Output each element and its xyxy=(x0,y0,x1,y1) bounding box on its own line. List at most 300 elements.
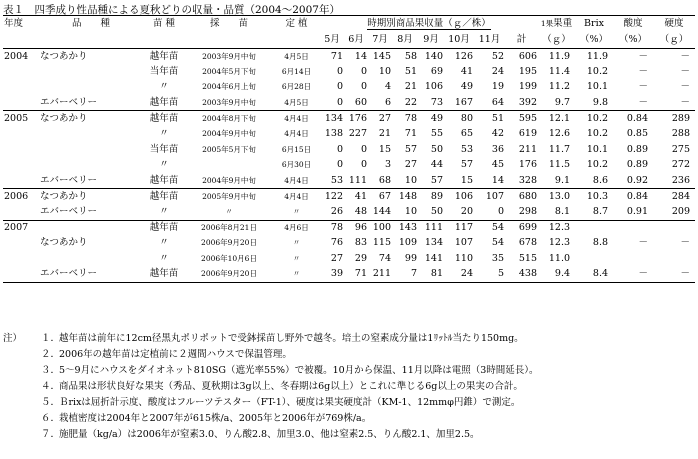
cell-brix: 10.1 xyxy=(586,81,609,93)
cell-monthly-yield: 10 xyxy=(392,204,418,220)
cell-total: 515 xyxy=(518,253,538,265)
cell-variety: エバーベリー xyxy=(39,204,143,220)
cell-monthly-yield: 115 xyxy=(372,237,391,249)
cell-monthly-yield: 24 xyxy=(491,65,504,77)
header-weight: 1果果重 xyxy=(538,16,575,33)
cell-fruit-weight: 11.0 xyxy=(548,253,571,265)
cell-seedling: 当年苗 xyxy=(149,143,179,155)
cell-monthly-yield: 83 xyxy=(354,237,367,249)
note-text: 2006年の越年苗は定植前に２週間ハウスで保温管理。 xyxy=(59,349,292,360)
header-month-jun: 6月 xyxy=(344,33,368,49)
cell-brix: 10.2 xyxy=(586,112,609,124)
cell-monthly-yield: 99 xyxy=(404,253,417,265)
cell-variety: なつあかり xyxy=(40,237,88,249)
cell-total: 392 xyxy=(505,95,538,111)
cell-monthly-yield: 140 xyxy=(424,50,443,62)
header-brix: Brix xyxy=(575,16,613,33)
cell-fruit-weight: 11.5 xyxy=(548,159,571,171)
cell-fruit-weight: 9.7 xyxy=(538,95,575,111)
cell-monthly-yield: 65 xyxy=(460,128,473,140)
cell-planting-date: 4月4日 xyxy=(284,113,309,123)
note-item xyxy=(3,331,695,347)
header-month-aug: 8月 xyxy=(392,33,418,49)
cell-monthly-yield: 50 xyxy=(418,204,444,220)
note-number: ７． xyxy=(41,429,61,440)
cell-acidity: 0.89 xyxy=(626,159,649,171)
cell-year xyxy=(3,236,39,252)
cell-brix: 8.6 xyxy=(575,173,613,189)
cell-monthly-yield: 26 xyxy=(320,204,344,220)
cell-harvest-date: 2004年8月下旬 xyxy=(202,113,256,123)
cell-monthly-yield: 27 xyxy=(378,112,391,124)
table-row xyxy=(3,189,695,205)
cell-monthly-yield: 14 xyxy=(474,173,505,189)
table-row xyxy=(3,49,695,65)
cell-planting-date: 4月4日 xyxy=(273,173,320,189)
note-indent xyxy=(3,411,41,427)
cell-monthly-yield: 80 xyxy=(460,112,473,124)
cell-year xyxy=(3,95,39,111)
header-hardness: 硬度 xyxy=(653,16,695,33)
header-month-sep: 9月 xyxy=(418,33,444,49)
cell-monthly-yield: 176 xyxy=(348,112,367,124)
cell-acidity: 0.89 xyxy=(626,143,649,155)
cell-total: 328 xyxy=(505,173,538,189)
cell-year xyxy=(3,251,39,267)
yield-quality-table xyxy=(3,15,695,283)
cell-brix: 9.8 xyxy=(575,95,613,111)
cell-monthly-yield: 134 xyxy=(324,112,343,124)
cell-acidity: － xyxy=(638,237,649,249)
cell-variety: エバーベリー xyxy=(39,173,143,189)
cell-monthly-yield: 6 xyxy=(368,95,392,111)
cell-harvest-date: 2004年9月中旬 xyxy=(202,129,256,139)
cell-monthly-yield: 73 xyxy=(418,95,444,111)
cell-monthly-yield: 60 xyxy=(344,95,368,111)
cell-variety: なつあかり xyxy=(40,50,88,62)
cell-harvest-date: 2005年9月中旬 xyxy=(202,191,256,201)
cell-monthly-yield: 3 xyxy=(384,159,391,171)
cell-monthly-yield: 0 xyxy=(336,65,343,77)
header-month-nov: 11月 xyxy=(474,33,505,49)
cell-monthly-yield: 0 xyxy=(360,159,367,171)
header-month-may: 5月 xyxy=(320,33,344,49)
header-month-oct: 10月 xyxy=(444,33,474,49)
cell-harvest-date: 2003年9月中旬 xyxy=(202,51,256,61)
cell-planting-date: 〃 xyxy=(292,238,301,248)
cell-monthly-yield: 78 xyxy=(404,112,417,124)
cell-year xyxy=(3,142,39,158)
cell-harvest-date: 2006年9月20日 xyxy=(201,238,257,248)
header-month-jul: 7月 xyxy=(368,33,392,49)
cell-planting-date: 6月28日 xyxy=(281,82,312,92)
cell-acidity: 0.92 xyxy=(613,173,653,189)
cell-brix: 10.2 xyxy=(586,128,609,140)
cell-year: 2005 xyxy=(4,112,29,124)
note-number: ４． xyxy=(41,381,61,392)
cell-planting-date: 4月5日 xyxy=(273,95,320,111)
cell-monthly-yield: 54 xyxy=(491,222,504,234)
note-text: 施肥量（kg/a）は2006年が窒素3.0、りん酸2.8、加里3.0、他は窒素2.5、りん酸2.1、加里2.5。 xyxy=(59,429,480,440)
cell-monthly-yield: 0 xyxy=(336,159,343,171)
cell-monthly-yield: 0 xyxy=(360,143,367,155)
cell-variety xyxy=(39,251,143,267)
cell-total: 678 xyxy=(518,237,538,249)
cell-fruit-weight: 11.2 xyxy=(548,81,571,93)
header-unit-brix: （%） xyxy=(575,33,613,49)
cell-monthly-yield: 24 xyxy=(444,267,474,283)
cell-monthly-yield: 0 xyxy=(336,143,343,155)
cell-monthly-yield: 145 xyxy=(372,50,391,62)
cell-fruit-weight: 12.3 xyxy=(548,237,571,249)
cell-monthly-yield: 67 xyxy=(378,190,391,202)
cell-monthly-yield: 5 xyxy=(474,267,505,283)
cell-acidity xyxy=(613,220,653,236)
cell-hardness: － xyxy=(653,267,695,283)
cell-fruit-weight: 11.9 xyxy=(548,50,571,62)
cell-monthly-yield: 144 xyxy=(368,204,392,220)
cell-acidity: 0.84 xyxy=(626,112,649,124)
header-unit-weight: （ｇ） xyxy=(538,33,575,49)
cell-hardness: － xyxy=(680,50,691,62)
cell-brix: 8.7 xyxy=(575,204,613,220)
cell-monthly-yield: 50 xyxy=(430,143,443,155)
cell-total: 438 xyxy=(505,267,538,283)
cell-monthly-yield: 49 xyxy=(430,112,443,124)
table-row xyxy=(3,126,695,142)
cell-monthly-yield: 22 xyxy=(392,95,418,111)
note-item xyxy=(3,347,695,363)
cell-seedling: 越年苗 xyxy=(143,267,185,283)
cell-harvest-date: 2004年9月中旬 xyxy=(185,173,273,189)
cell-monthly-yield: 110 xyxy=(454,253,473,265)
cell-year: 2007 xyxy=(4,222,29,234)
table-row xyxy=(3,267,695,283)
cell-monthly-yield: 134 xyxy=(424,237,443,249)
cell-harvest-date: 2004年5月下旬 xyxy=(202,66,256,76)
cell-seedling: 〃 xyxy=(159,81,169,93)
table-row xyxy=(3,158,695,174)
cell-acidity: － xyxy=(638,65,649,77)
cell-monthly-yield: 29 xyxy=(354,253,367,265)
cell-monthly-yield: 49 xyxy=(460,81,473,93)
cell-monthly-yield: 0 xyxy=(360,65,367,77)
header-variety: 品 種 xyxy=(39,16,143,33)
cell-seedling: 〃 xyxy=(159,253,169,265)
cell-monthly-yield: 111 xyxy=(344,173,368,189)
header-seedling: 苗 種 xyxy=(143,16,185,33)
cell-monthly-yield: 10 xyxy=(378,65,391,77)
cell-monthly-yield: 51 xyxy=(491,112,504,124)
cell-hardness: － xyxy=(680,237,691,249)
cell-acidity: 0.84 xyxy=(626,190,649,202)
table-row xyxy=(3,204,695,220)
cell-variety xyxy=(39,126,143,142)
cell-monthly-yield: 39 xyxy=(320,267,344,283)
cell-seedling: 越年苗 xyxy=(149,50,179,62)
cell-monthly-yield: 81 xyxy=(418,267,444,283)
cell-planting-date: 〃 xyxy=(273,204,320,220)
note-text: 5～9月にハウスをダイオネット810SG（遮光率55%）で被覆。10月から保温、11月以降は電照（3時間延長）。 xyxy=(59,365,539,376)
note-item xyxy=(3,363,695,379)
cell-brix xyxy=(575,251,613,267)
cell-monthly-yield: 52 xyxy=(491,50,504,62)
cell-variety xyxy=(39,64,143,80)
cell-total: 699 xyxy=(518,222,538,234)
cell-variety: なつあかり xyxy=(40,190,88,202)
note-item xyxy=(3,427,695,443)
cell-total: 176 xyxy=(518,159,538,171)
cell-year xyxy=(3,126,39,142)
cell-fruit-weight: 11.4 xyxy=(548,65,571,77)
cell-monthly-yield: 19 xyxy=(491,81,504,93)
cell-planting-date: 〃 xyxy=(292,254,301,264)
cell-monthly-yield: 4 xyxy=(384,81,391,93)
note-indent xyxy=(3,379,41,395)
cell-hardness: 275 xyxy=(671,143,691,155)
cell-monthly-yield: 143 xyxy=(398,222,417,234)
cell-year: 2004 xyxy=(4,50,29,62)
cell-year xyxy=(3,267,39,283)
note-number: ２． xyxy=(41,349,61,360)
cell-monthly-yield: 20 xyxy=(444,204,474,220)
cell-planting-date: 4月4日 xyxy=(284,129,309,139)
cell-planting-date: 〃 xyxy=(273,267,320,283)
note-number: １． xyxy=(41,333,61,344)
table-title: 表１ 四季成り性品種による夏秋どりの収量・品質（2004～2007年） xyxy=(3,4,340,16)
cell-hardness: － xyxy=(653,95,695,111)
note-text: 商品果は形状良好な果実（秀品、夏秋期は3g以上、冬春期は6g以上）とこれに準じる6g以上の果実の合計。 xyxy=(59,381,523,392)
cell-monthly-yield: 53 xyxy=(460,143,473,155)
cell-fruit-weight: 12.3 xyxy=(548,222,571,234)
cell-seedling: 越年苗 xyxy=(149,190,179,202)
cell-brix: 10.1 xyxy=(586,143,609,155)
cell-total: 595 xyxy=(518,112,538,124)
cell-monthly-yield: 27 xyxy=(330,253,343,265)
cell-monthly-yield: 41 xyxy=(460,65,473,77)
cell-planting-date: 4月6日 xyxy=(284,223,309,233)
cell-acidity: 0.91 xyxy=(613,204,653,220)
cell-brix: 10.2 xyxy=(586,159,609,171)
header-year: 年度 xyxy=(3,16,39,33)
cell-monthly-yield: 10 xyxy=(392,173,418,189)
cell-seedling: 越年苗 xyxy=(149,112,179,124)
cell-monthly-yield: 57 xyxy=(418,173,444,189)
cell-variety xyxy=(39,80,143,96)
cell-fruit-weight: 12.6 xyxy=(548,128,571,140)
cell-harvest-date: 2006年9月20日 xyxy=(185,267,273,283)
cell-fruit-weight: 13.0 xyxy=(548,190,571,202)
cell-variety: エバーベリー xyxy=(39,95,143,111)
cell-monthly-yield: 51 xyxy=(404,65,417,77)
cell-monthly-yield: 64 xyxy=(474,95,505,111)
cell-variety: なつあかり xyxy=(40,112,88,124)
cell-monthly-yield: 68 xyxy=(368,173,392,189)
cell-monthly-yield: 15 xyxy=(378,143,391,155)
cell-monthly-yield: 122 xyxy=(324,190,343,202)
cell-year xyxy=(3,158,39,174)
cell-seedling: 越年苗 xyxy=(149,222,179,234)
header-harvest: 採 苗 xyxy=(185,16,273,33)
cell-monthly-yield: 78 xyxy=(330,222,343,234)
cell-acidity xyxy=(613,251,653,267)
cell-monthly-yield: 109 xyxy=(398,237,417,249)
cell-monthly-yield: 111 xyxy=(424,222,443,234)
cell-hardness: 288 xyxy=(671,128,691,140)
cell-monthly-yield: 15 xyxy=(444,173,474,189)
note-text: 栽植密度は2004年と2007年が615株/a、2005年と2006年が769株/a。 xyxy=(59,413,372,424)
cell-variety xyxy=(39,220,143,236)
cell-year xyxy=(3,64,39,80)
cell-monthly-yield: 53 xyxy=(320,173,344,189)
cell-acidity: － xyxy=(613,95,653,111)
cell-monthly-yield: 106 xyxy=(424,81,443,93)
cell-monthly-yield: 45 xyxy=(491,159,504,171)
notes-label: 注） xyxy=(3,333,23,344)
cell-seedling: 〃 xyxy=(159,128,169,140)
cell-monthly-yield: 211 xyxy=(368,267,392,283)
note-item xyxy=(3,411,695,427)
cell-total: 619 xyxy=(518,128,538,140)
note-item xyxy=(3,395,695,411)
cell-year: 2006 xyxy=(4,190,29,202)
cell-total: 199 xyxy=(518,81,538,93)
cell-monthly-yield: 89 xyxy=(430,190,443,202)
cell-monthly-yield: 148 xyxy=(398,190,417,202)
cell-total: 211 xyxy=(518,143,538,155)
cell-variety xyxy=(39,158,143,174)
cell-hardness: 289 xyxy=(671,112,691,124)
cell-harvest-date xyxy=(185,158,273,174)
cell-harvest-date: 2005年5月下旬 xyxy=(202,144,256,154)
cell-monthly-yield: 117 xyxy=(454,222,473,234)
cell-brix xyxy=(575,220,613,236)
cell-monthly-yield: 107 xyxy=(485,190,504,202)
cell-total: 680 xyxy=(518,190,538,202)
cell-brix: 8.8 xyxy=(592,237,609,249)
cell-acidity: － xyxy=(613,267,653,283)
table-row xyxy=(3,95,695,111)
cell-monthly-yield: 227 xyxy=(348,128,367,140)
note-number: ６． xyxy=(41,413,61,424)
cell-planting-date: 4月4日 xyxy=(284,191,309,201)
cell-seedling: 〃 xyxy=(143,204,185,220)
cell-monthly-yield: 96 xyxy=(354,222,367,234)
cell-hardness: － xyxy=(680,81,691,93)
cell-monthly-yield: 27 xyxy=(404,159,417,171)
header-planting: 定 植 xyxy=(273,16,320,33)
cell-monthly-yield: 74 xyxy=(378,253,391,265)
cell-hardness xyxy=(653,220,695,236)
cell-monthly-yield: 41 xyxy=(354,190,367,202)
cell-monthly-yield: 71 xyxy=(330,50,343,62)
cell-fruit-weight: 11.7 xyxy=(548,143,571,155)
table-row xyxy=(3,142,695,158)
note-text: 越年苗は前年に12cm径黒丸ポリポットで受鉢採苗し野外で越冬。培土の窒素成分量は1ﾘｯﾄﾙ当たり150mg。 xyxy=(59,333,524,344)
cell-monthly-yield: 71 xyxy=(404,128,417,140)
cell-monthly-yield: 7 xyxy=(392,267,418,283)
table-row xyxy=(3,64,695,80)
note-indent xyxy=(3,427,41,443)
cell-monthly-yield: 0 xyxy=(320,95,344,111)
table-row xyxy=(3,173,695,189)
notes-section xyxy=(3,331,695,443)
note-item xyxy=(3,379,695,395)
cell-brix: 8.4 xyxy=(575,267,613,283)
cell-fruit-weight: 9.4 xyxy=(538,267,575,283)
cell-seedling: 越年苗 xyxy=(143,173,185,189)
cell-harvest-date: 〃 xyxy=(185,204,273,220)
cell-planting-date: 6月30日 xyxy=(281,160,312,170)
table-row xyxy=(3,80,695,96)
cell-monthly-yield: 44 xyxy=(430,159,443,171)
cell-fruit-weight: 9.1 xyxy=(538,173,575,189)
header-unit-hardness: （ｇ） xyxy=(653,33,695,49)
cell-monthly-yield: 57 xyxy=(404,143,417,155)
cell-monthly-yield: 0 xyxy=(360,81,367,93)
cell-year xyxy=(3,80,39,96)
note-indent xyxy=(3,347,41,363)
cell-monthly-yield: 100 xyxy=(372,222,391,234)
cell-hardness: － xyxy=(680,65,691,77)
cell-fruit-weight: 12.1 xyxy=(548,112,571,124)
cell-monthly-yield: 36 xyxy=(491,143,504,155)
cell-monthly-yield: 126 xyxy=(454,50,473,62)
cell-monthly-yield: 0 xyxy=(474,204,505,220)
cell-harvest-date: 2003年9月中旬 xyxy=(185,95,273,111)
table-row xyxy=(3,220,695,236)
table-row xyxy=(3,111,695,127)
cell-harvest-date: 2006年10月6日 xyxy=(201,254,257,264)
header-row-1 xyxy=(3,16,695,33)
cell-acidity: － xyxy=(638,81,649,93)
cell-monthly-yield: 35 xyxy=(491,253,504,265)
note-indent xyxy=(3,395,41,411)
cell-brix: 10.2 xyxy=(586,65,609,77)
cell-planting-date: 4月5日 xyxy=(284,51,309,61)
cell-harvest-date: 2004年6月上旬 xyxy=(202,82,256,92)
cell-monthly-yield: 76 xyxy=(330,237,343,249)
note-number: ５． xyxy=(41,397,61,408)
cell-monthly-yield: 57 xyxy=(460,159,473,171)
cell-seedling: 〃 xyxy=(159,159,169,171)
cell-hardness: 272 xyxy=(671,159,691,171)
cell-hardness: 236 xyxy=(653,173,695,189)
cell-seedling: 〃 xyxy=(159,237,169,249)
cell-seedling: 越年苗 xyxy=(143,95,185,111)
cell-monthly-yield: 55 xyxy=(430,128,443,140)
header-acid: 酸度 xyxy=(613,16,653,33)
cell-total: 298 xyxy=(505,204,538,220)
cell-hardness xyxy=(653,251,695,267)
cell-monthly-yield: 21 xyxy=(378,128,391,140)
header-yield-group: 時期別商品果収量（ｇ／株） xyxy=(367,18,491,30)
cell-acidity: 0.85 xyxy=(626,128,649,140)
cell-total: 606 xyxy=(518,50,538,62)
cell-total: 195 xyxy=(518,65,538,77)
cell-variety xyxy=(39,142,143,158)
header-unit-acid: （%） xyxy=(613,33,653,49)
cell-monthly-yield: 54 xyxy=(491,237,504,249)
cell-monthly-yield: 167 xyxy=(444,95,474,111)
cell-acidity: － xyxy=(638,50,649,62)
note-text: Ｂrixは屈折計示度、酸度はフルーツテスター（FT-1）、硬度は果実硬度計（KM-1、12mmφ円錐）で測定。 xyxy=(59,397,521,408)
table-row xyxy=(3,251,695,267)
cell-planting-date: 6月15日 xyxy=(281,144,312,154)
cell-seedling: 当年苗 xyxy=(149,65,179,77)
header-total: 計 xyxy=(505,33,538,49)
cell-monthly-yield: 106 xyxy=(454,190,473,202)
